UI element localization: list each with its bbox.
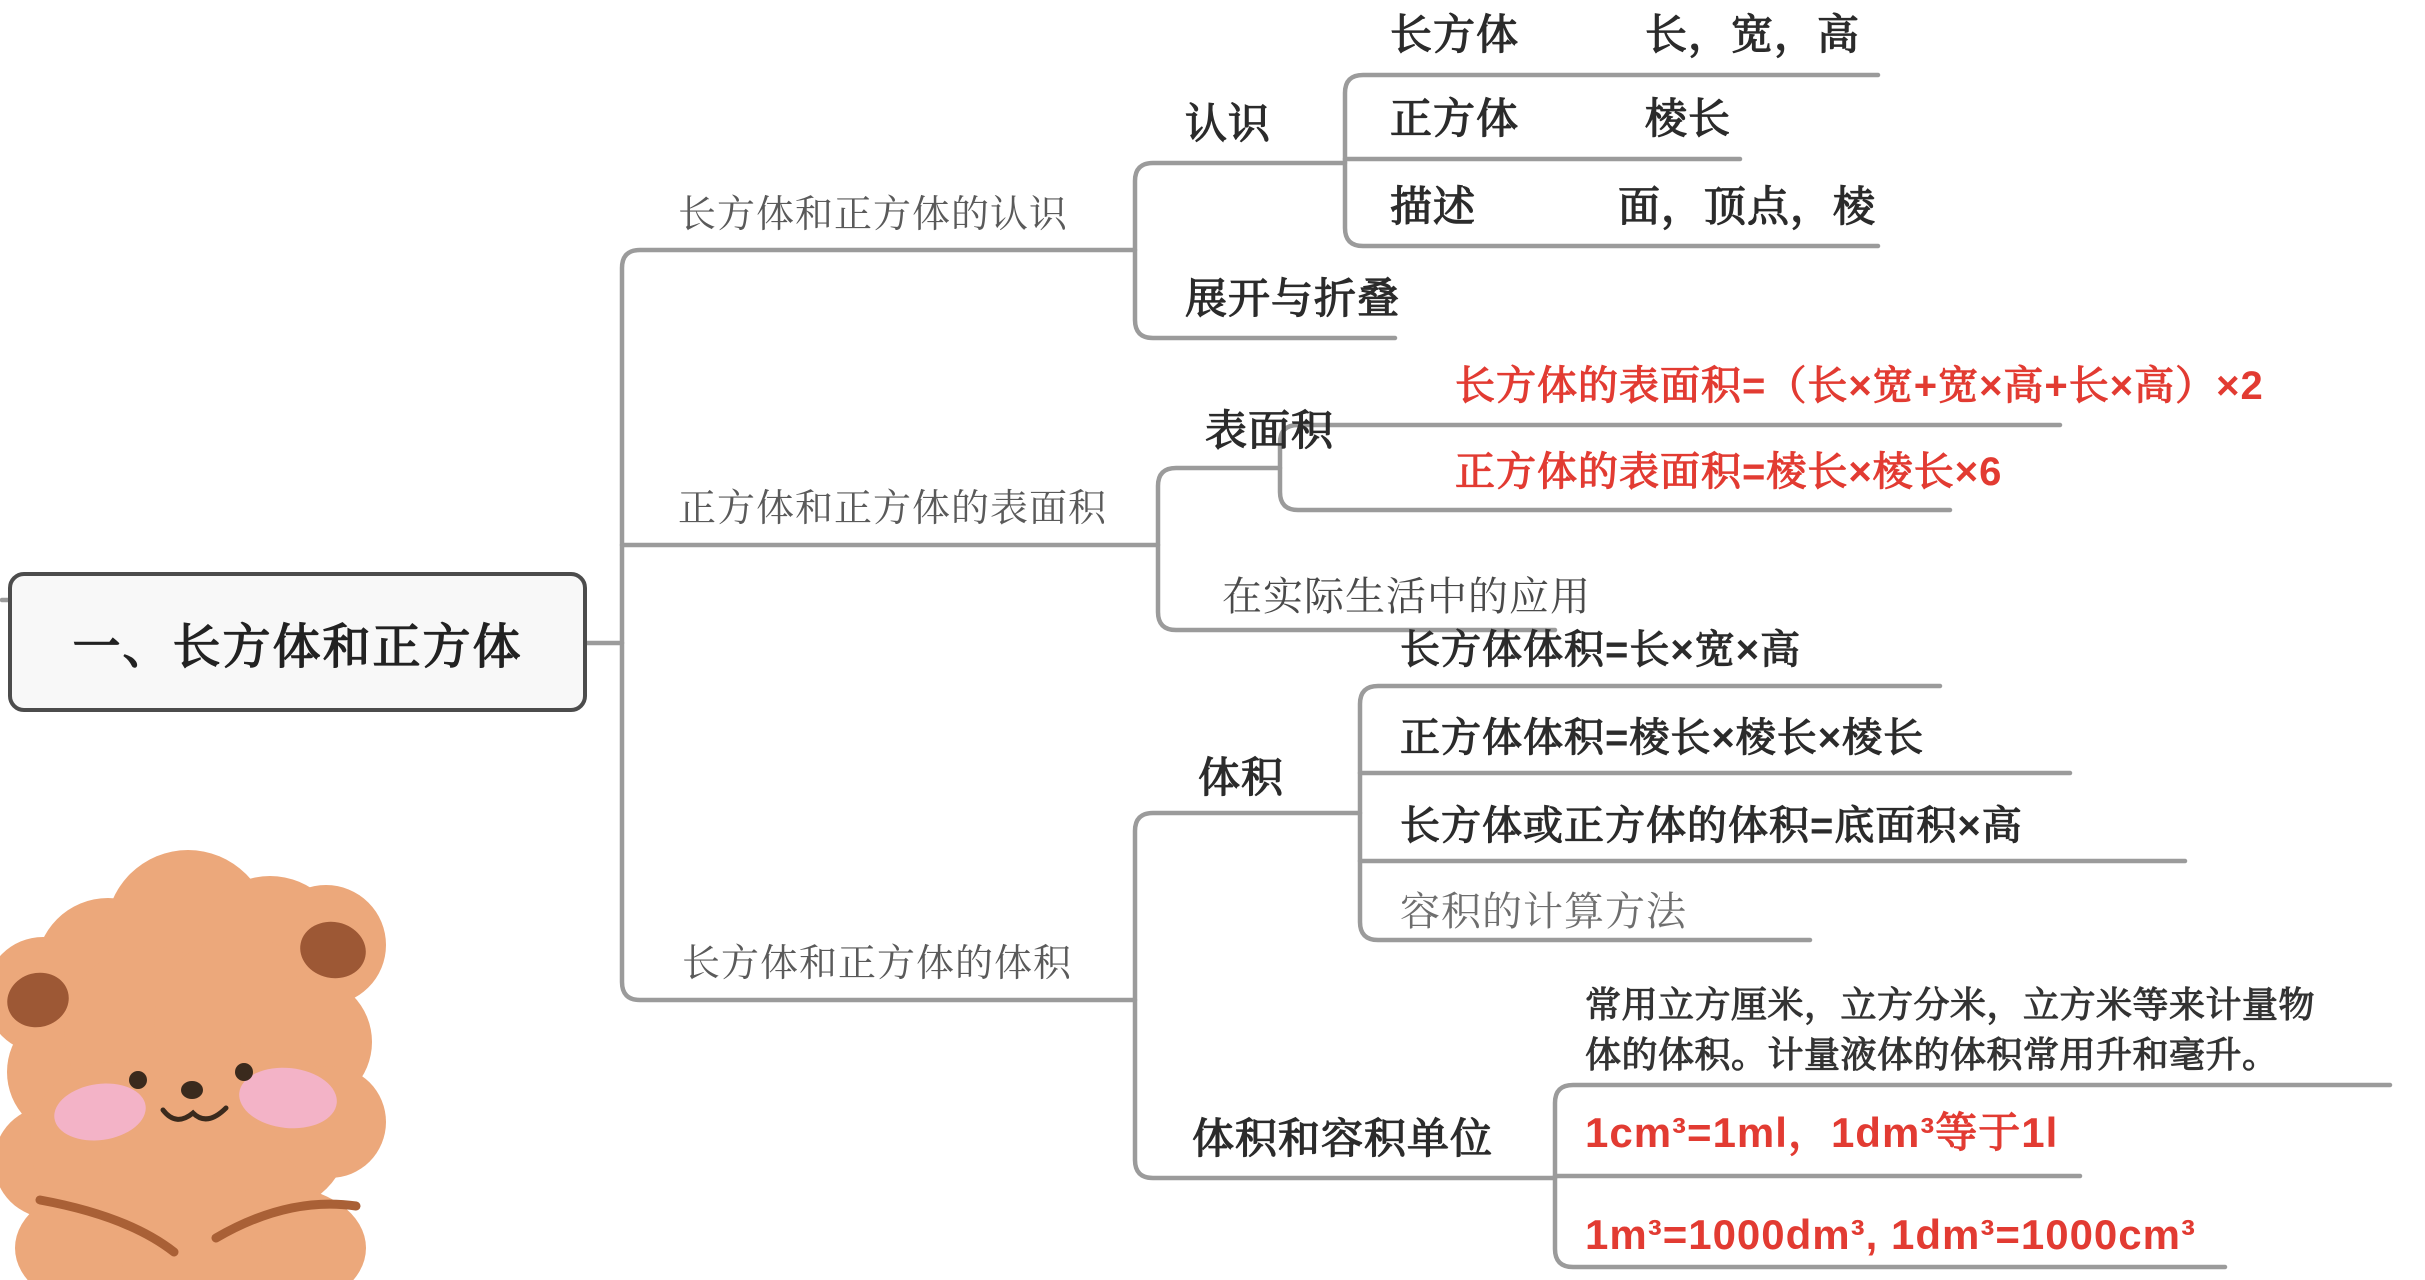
- renshi-row3-term[interactable]: 描述: [1390, 183, 1477, 230]
- node-biaomianji[interactable]: 表面积: [1205, 407, 1335, 454]
- formula-base-area-volume[interactable]: 长方体或正方体的体积=底面积×高: [1400, 804, 2023, 848]
- renshi-row2-desc[interactable]: 棱长: [1645, 95, 1732, 142]
- formula-cube-volume[interactable]: 正方体体积=棱长×棱长×棱长: [1400, 716, 1925, 760]
- formula-cube-surface[interactable]: 正方体的表面积=棱长×棱长×6: [1455, 450, 2003, 494]
- node-real-life-application[interactable]: 在实际生活中的应用: [1222, 575, 1591, 619]
- formula-m3-dm3[interactable]: 1m³=1000dm³, 1dm³=1000cm³: [1585, 1211, 2196, 1258]
- formula-cuboid-surface[interactable]: 长方体的表面积=（长×宽+宽×高+长×高）×2: [1455, 364, 2264, 408]
- branch-renshi-label[interactable]: 长方体和正方体的认识: [678, 194, 1069, 236]
- node-renshi[interactable]: 认识: [1185, 100, 1272, 147]
- renshi-row3-desc[interactable]: 面，顶点，棱: [1618, 183, 1877, 230]
- node-unit-of-volume[interactable]: 体积和容积单位: [1192, 1115, 1494, 1162]
- renshi-row1-term[interactable]: 长方体: [1390, 11, 1520, 58]
- node-capacity-calculation[interactable]: 容积的计算方法: [1400, 890, 1687, 934]
- main-trunk-branch1-branch3: [622, 250, 1135, 1000]
- node-tiji[interactable]: 体积: [1198, 754, 1285, 801]
- branch-biaomianji-label[interactable]: 正方体和正方体的表面积: [678, 488, 1108, 530]
- renshi-row1-desc[interactable]: 长，宽，高: [1645, 11, 1861, 58]
- teddy-bear-icon: [0, 780, 398, 1280]
- branch-tiji-label[interactable]: 长方体和正方体的体积: [682, 943, 1073, 985]
- renshi-row2-term[interactable]: 正方体: [1390, 95, 1520, 142]
- formula-cm3-ml[interactable]: 1cm³=1ml，1dm³等于1l: [1585, 1109, 2059, 1156]
- root-node[interactable]: [8, 572, 587, 712]
- teddy-bear-illustration: [0, 780, 398, 1280]
- unit-note-paragraph[interactable]: 常用立方厘米，立方分米，立方米等来计量物体的体积。计量液体的体积常用升和毫升。: [1585, 984, 2316, 1075]
- node-zhankai-zhedie[interactable]: 展开与折叠: [1185, 275, 1401, 322]
- formula-cuboid-volume[interactable]: 长方体体积=长×宽×高: [1400, 628, 1802, 672]
- root-node-label: 一、长方体和正方体: [72, 620, 523, 674]
